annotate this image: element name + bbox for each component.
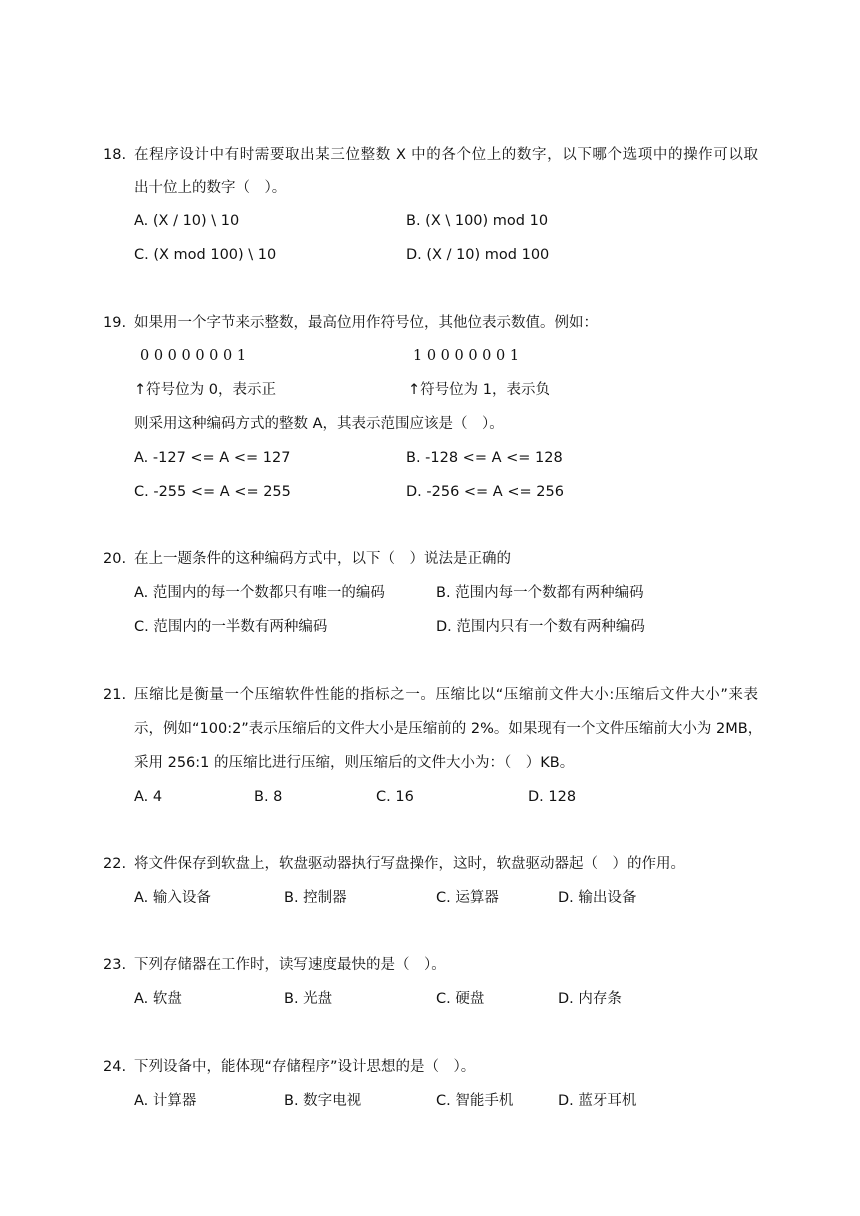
option-c: C. 运算器 bbox=[436, 890, 499, 906]
option-d: D. 范围内只有一个数有两种编码 bbox=[436, 619, 645, 635]
option-c: C. 范围内的一半数有两种编码 bbox=[134, 619, 328, 635]
option-b: B. 控制器 bbox=[284, 890, 347, 906]
option-a: A. 4 bbox=[134, 789, 163, 805]
option-d: D. -256 <= A <= 256 bbox=[406, 484, 564, 500]
option-a: A. 输入设备 bbox=[134, 890, 211, 906]
option-c: C. 16 bbox=[376, 789, 414, 805]
option-b: B. 范围内每一个数都有两种编码 bbox=[436, 585, 644, 601]
question-text-line: 压缩比是衡量一个压缩软件性能的指标之一。压缩比以“压缩前文件大小:压缩后文件大小”来表 bbox=[134, 687, 758, 703]
question-number: 21. bbox=[103, 687, 127, 703]
option-d: D. 内存条 bbox=[558, 991, 622, 1007]
option-c: C. (X mod 100) \ 10 bbox=[134, 247, 277, 263]
option-a: A. -127 <= A <= 127 bbox=[134, 450, 291, 466]
option-a: A. 计算器 bbox=[134, 1093, 197, 1109]
question-text-line: 将文件保存到软盘上，软盘驱动器执行写盘操作，这时，软盘驱动器起（ ）的作用。 bbox=[134, 856, 685, 872]
option-c: C. 智能手机 bbox=[436, 1093, 514, 1109]
question-number: 24. bbox=[103, 1059, 127, 1075]
question-text-line: 下列设备中，能体现“存储程序”设计思想的是（ ）。 bbox=[134, 1059, 476, 1075]
option-b: B. 光盘 bbox=[284, 991, 333, 1007]
option-c: C. -255 <= A <= 255 bbox=[134, 484, 291, 500]
question-number: 19. bbox=[103, 315, 127, 331]
question-text-line: 如果用一个字节来示整数，最高位用作符号位，其他位表示数值。例如： bbox=[134, 315, 598, 331]
option-d: D. 128 bbox=[528, 789, 577, 805]
option-a: A. 软盘 bbox=[134, 991, 182, 1007]
option-b: B. 数字电视 bbox=[284, 1093, 362, 1109]
question-text-line: 示，例如“100:2”表示压缩后的文件大小是压缩前的 2%。如果现有一个文件压缩前大小为 2MB， bbox=[134, 721, 763, 737]
question-text-line: 则采用这种编码方式的整数 A，其表示范围应该是（ ）。 bbox=[134, 416, 504, 432]
option-a: A. 范围内的每一个数都只有唯一的编码 bbox=[134, 585, 385, 601]
example-bits-negative: 1 0 0 0 0 0 0 1 bbox=[413, 348, 520, 364]
option-b: B. (X \ 100) mod 10 bbox=[406, 213, 549, 229]
option-c: C. 硬盘 bbox=[436, 991, 485, 1007]
question-text-line: 在程序设计中有时需要取出某三位整数 X 中的各个位上的数字，以下哪个选项中的操作可以取 bbox=[134, 147, 758, 163]
question-number: 20. bbox=[103, 551, 127, 567]
option-b: B. -128 <= A <= 128 bbox=[406, 450, 563, 466]
question-text-line: 采用 256:1 的压缩比进行压缩，则压缩后的文件大小为：（ ）KB。 bbox=[134, 755, 575, 771]
option-b: B. 8 bbox=[254, 789, 283, 805]
option-d: D. 输出设备 bbox=[558, 890, 637, 906]
question-text-line: 下列存储器在工作时，读写速度最快的是（ ）。 bbox=[134, 957, 446, 973]
example-bits-positive: 0 0 0 0 0 0 0 1 bbox=[140, 348, 247, 364]
question-text-line: 出十位上的数字（ ）。 bbox=[134, 180, 287, 196]
question-number: 18. bbox=[103, 147, 127, 163]
option-a: A. (X / 10) \ 10 bbox=[134, 213, 240, 229]
question-text-line: 在上一题条件的这种编码方式中，以下（ ）说法是正确的 bbox=[134, 551, 511, 567]
example-note-positive: ↑符号位为 0，表示正 bbox=[134, 382, 276, 398]
question-number: 22. bbox=[103, 856, 127, 872]
example-note-negative: ↑符号位为 1，表示负 bbox=[408, 382, 550, 398]
option-d: D. (X / 10) mod 100 bbox=[406, 247, 550, 263]
option-d: D. 蓝牙耳机 bbox=[558, 1093, 637, 1109]
question-number: 23. bbox=[103, 957, 127, 973]
